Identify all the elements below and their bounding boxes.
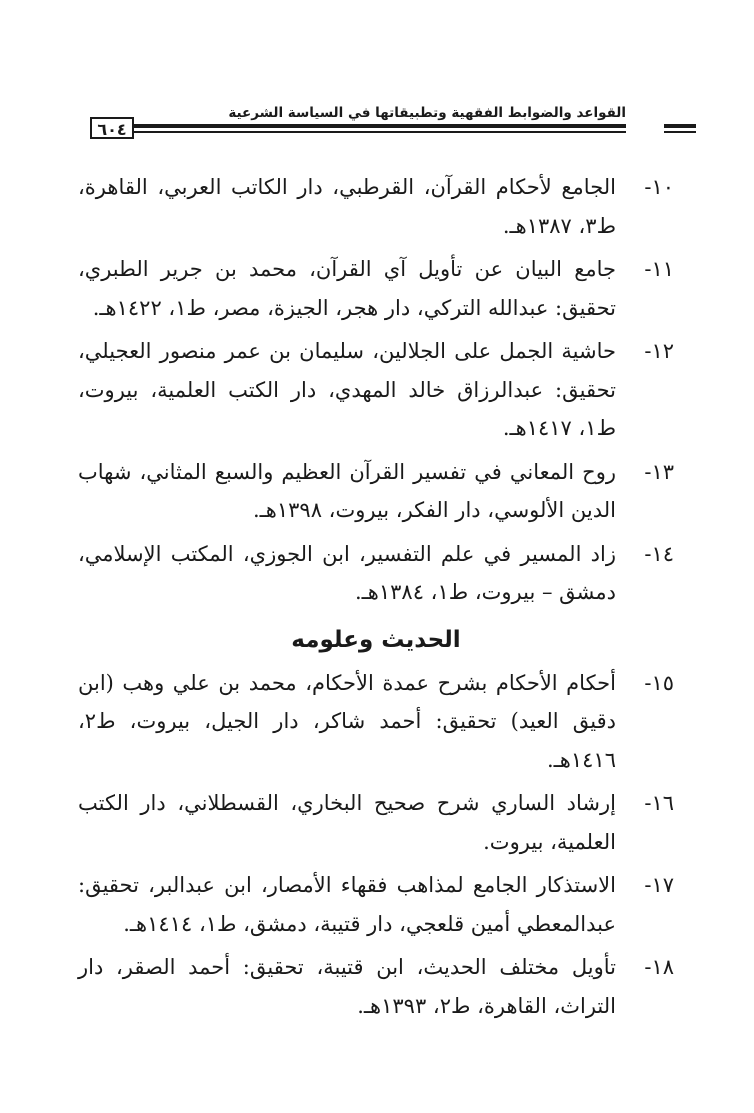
entry-number: ١٢- bbox=[644, 339, 674, 363]
entry-number: ١٥- bbox=[644, 670, 674, 695]
entry-text: حاشية الجمل على الجلالين، سليمان بن عمر منصور العجيلي، تحقيق: عبدالرزاق خالد المهدي، دار الكتب العلمية، بيروت، ط١، ١٤١٧هـ. bbox=[78, 339, 616, 440]
entry-text: الجامع لأحكام القرآن، القرطبي، دار الكاتب العربي، القاهرة، ط٣، ١٣٨٧هـ. bbox=[78, 175, 616, 238]
entry-text: الاستذكار الجامع لمذاهب فقهاء الأمصار، ابن عبدالبر، تحقيق: عبدالمعطي أمين قلعجي، دار قتيبة، دمشق، ط١، ١٤١٤هـ. bbox=[78, 873, 616, 936]
entry-text: جامع البيان عن تأويل آي القرآن، محمد بن جرير الطبري، تحقيق: عبدالله التركي، دار هجر، الجيزة، مصر، ط١، ١٤٢٢هـ. bbox=[78, 257, 616, 320]
entry-text: إرشاد الساري شرح صحيح البخاري، القسطلاني، دار الكتب العلمية، بيروت. bbox=[78, 791, 616, 854]
entry-text: أحكام الأحكام بشرح عمدة الأحكام، محمد بن علي وهب (ابن دقيق العيد) تحقيق: أحمد شاكر، دار الجيل، بيروت، ط٢، ١٤١٦هـ. bbox=[78, 670, 616, 772]
header-rule-left-thick bbox=[664, 124, 696, 128]
entry-text: تأويل مختلف الحديث، ابن قتيبة، تحقيق: أحمد الصقر، دار التراث، القاهرة، ط٢، ١٣٩٣هـ. bbox=[78, 955, 616, 1018]
entry-number: ١٤- bbox=[644, 541, 674, 566]
page-number: ٦٠٤ bbox=[90, 117, 134, 139]
bibliography-entry bbox=[78, 535, 674, 612]
entry-number: ١٠- bbox=[644, 175, 674, 199]
bibliography-entry bbox=[78, 784, 674, 861]
bibliography-entry bbox=[78, 250, 674, 327]
entry-number: ١٦- bbox=[644, 791, 674, 815]
header-rule-thin bbox=[134, 131, 626, 133]
entry-text: زاد المسير في علم التفسير، ابن الجوزي، المكتب الإسلامي، دمشق – بيروت، ط١، ١٣٨٤هـ. bbox=[78, 541, 616, 604]
bibliography-entry bbox=[78, 332, 674, 448]
section-heading: الحديث وعلومه bbox=[291, 626, 461, 653]
bibliography-entry bbox=[78, 453, 674, 530]
running-title: القواعد والضوابط الفقهية وتطبيقاتها في السياسة الشرعية bbox=[228, 105, 626, 121]
bibliography-entry bbox=[78, 948, 674, 1025]
bibliography-entry bbox=[78, 866, 674, 943]
bibliography-entry bbox=[78, 168, 674, 245]
entry-number: ١٣- bbox=[644, 459, 674, 484]
bibliography-entry bbox=[78, 664, 674, 780]
entry-number: ١٧- bbox=[644, 873, 674, 897]
header-rule-left-thin bbox=[664, 131, 696, 133]
entry-number: ١١- bbox=[644, 257, 674, 281]
entry-number: ١٨- bbox=[644, 955, 674, 979]
entry-text: روح المعاني في تفسير القرآن العظيم والسبع المثاني، شهاب الدين الألوسي، دار الفكر، بيروت، ١٣٩٨هـ. bbox=[78, 459, 616, 522]
header-rule-thick bbox=[134, 124, 626, 128]
bibliography-list bbox=[78, 168, 674, 1030]
